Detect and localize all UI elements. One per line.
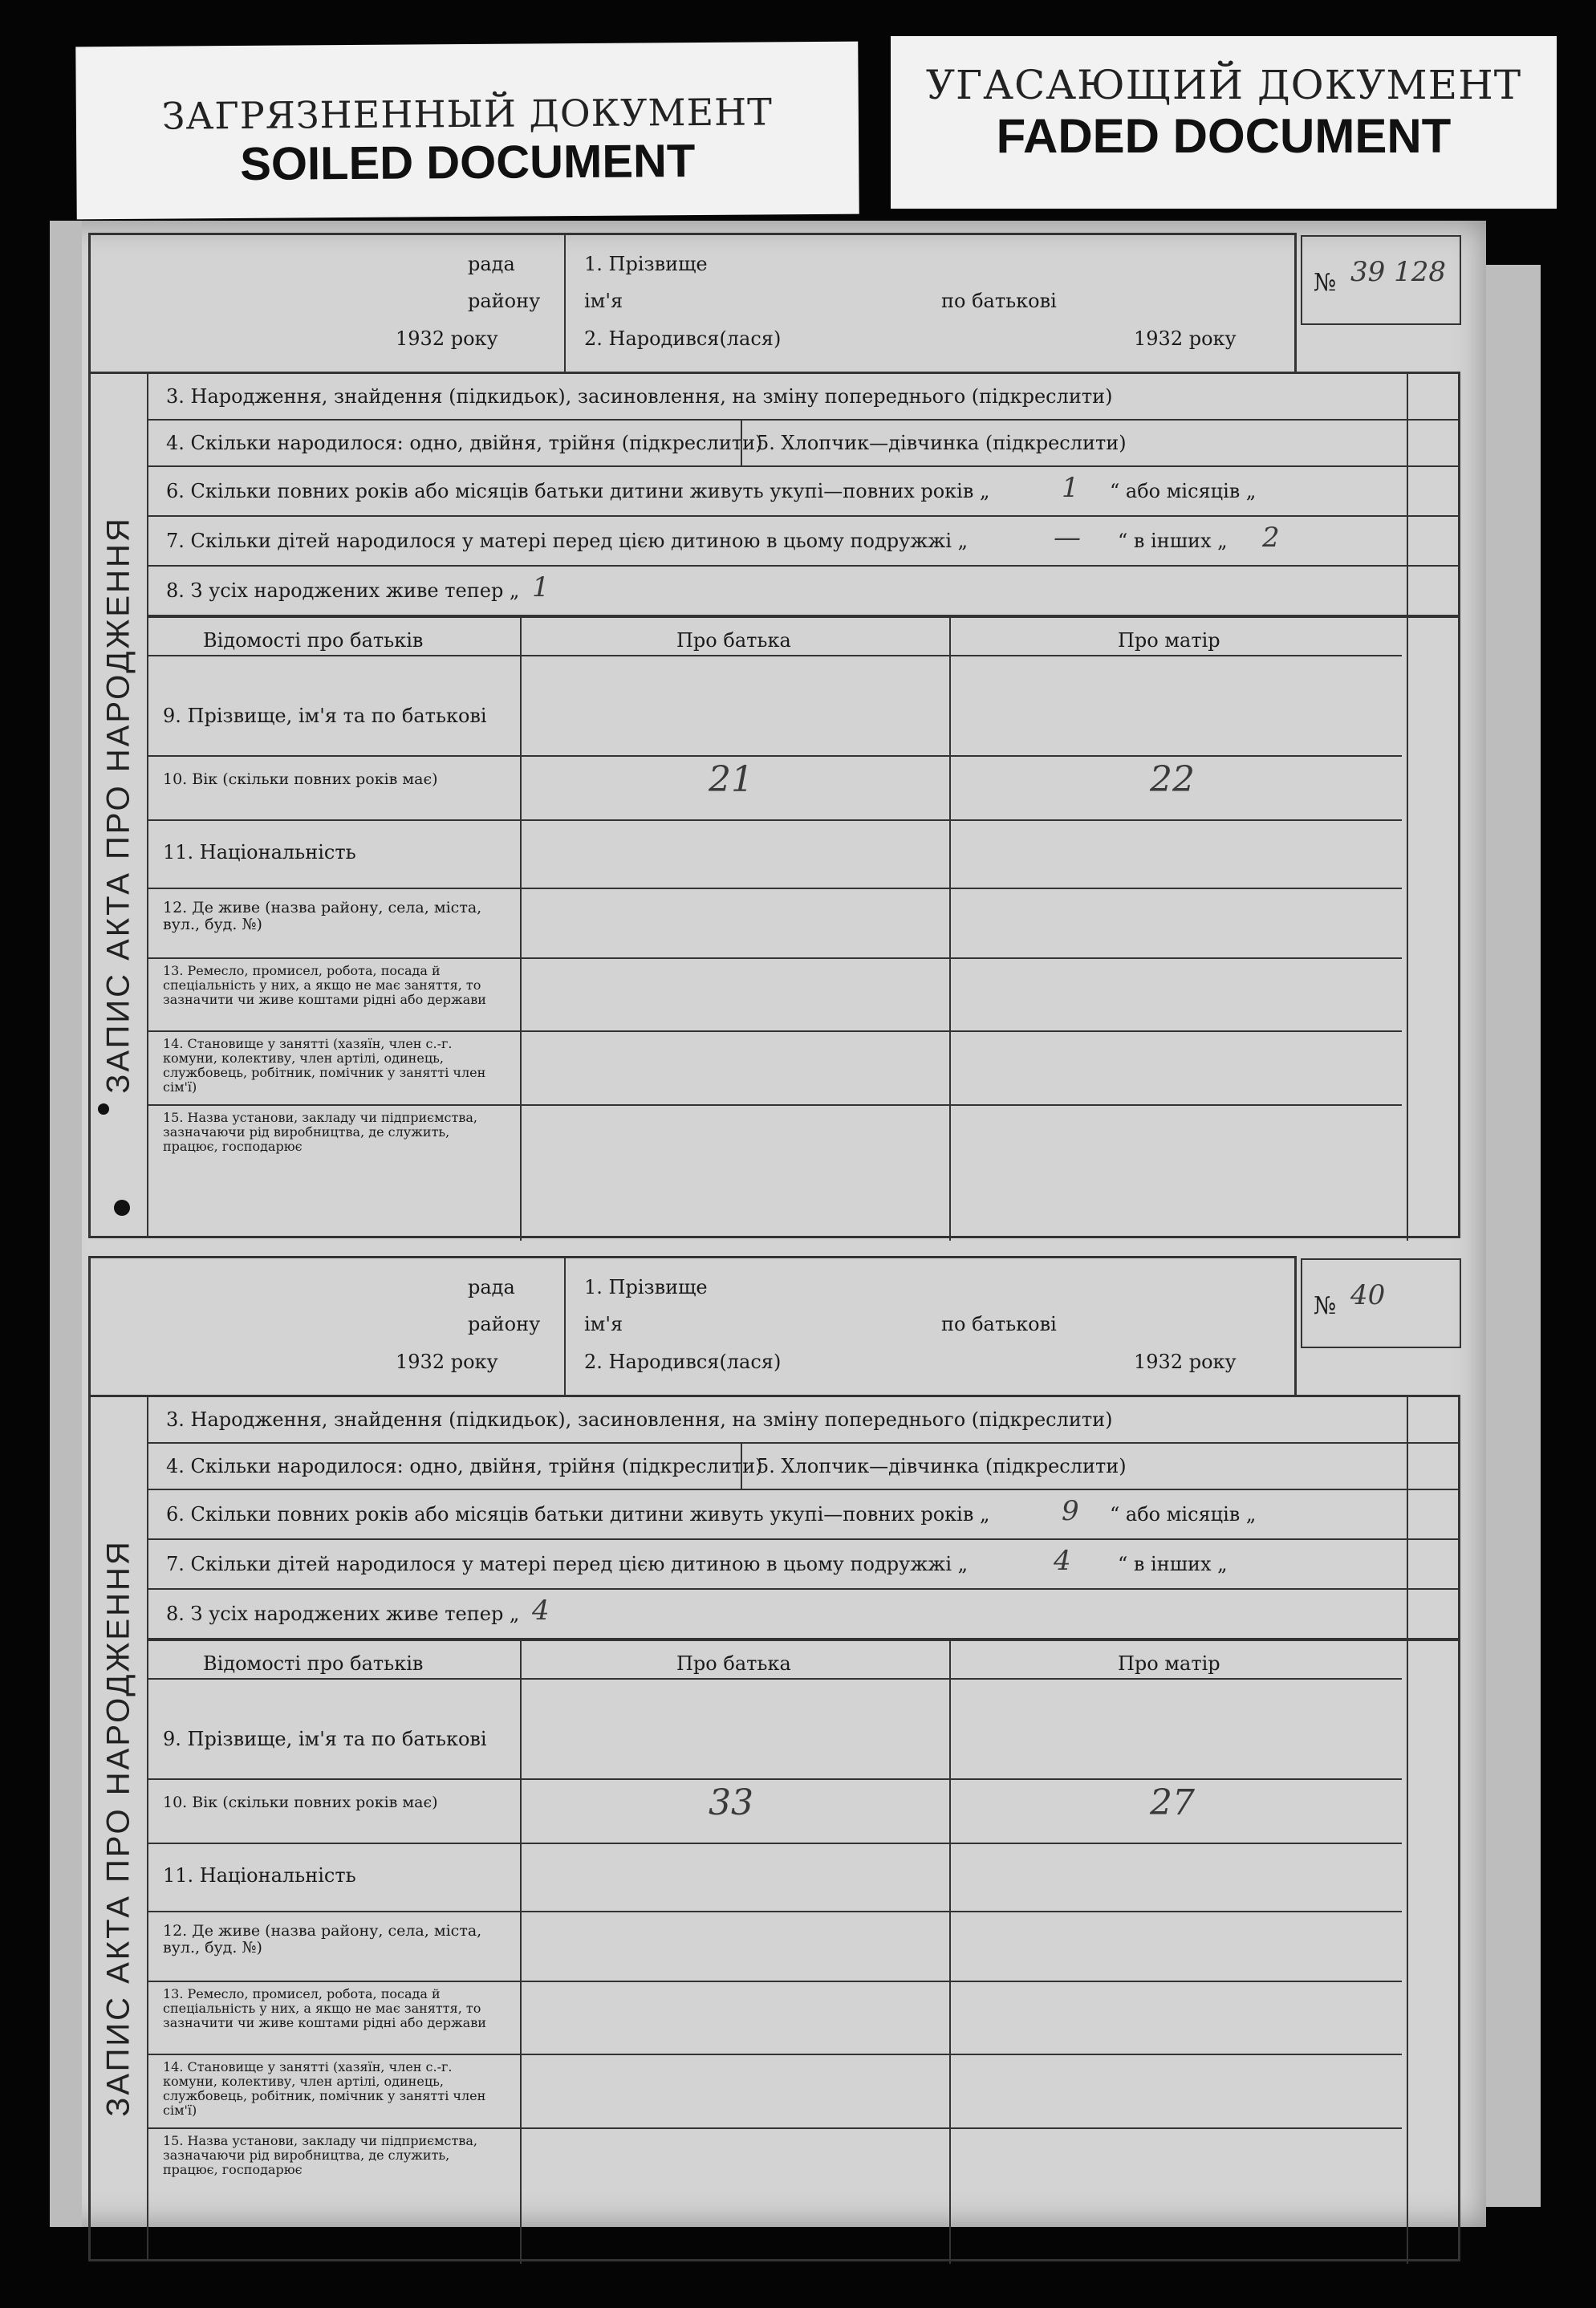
col-mother-header: Про матір: [1118, 1652, 1220, 1675]
record-number: 39 128: [1350, 256, 1446, 288]
record-number: 40: [1350, 1279, 1386, 1311]
rada-label: рада: [468, 253, 515, 275]
q14-label: 14. Становище у занятті (хазяїн, член с.-г. комуни, колективу, член артілі, одинець, службовець, робітник, помічник у занятті член сім'ї): [163, 2059, 486, 2118]
mother-age: 22: [1150, 759, 1195, 800]
born-label: 2. Народився(лася): [584, 1351, 782, 1373]
name-label: ім'я: [584, 290, 623, 312]
record-header: [88, 1256, 1386, 1395]
q3-row: 3. Народження, знайдення (підкидьок), засиновлення, на зміну попереднього (підкреслити): [147, 1397, 1458, 1444]
soiled-label-en: SOILED DOCUMENT: [239, 135, 696, 190]
q13-label: 13. Ремесло, промисел, робота, посада й спеціальність у них, а якщо не має заняття, то зазначити чи живе коштами рідні або держави: [163, 1986, 486, 2030]
q11-label: 11. Національність: [163, 1864, 356, 1887]
col-mother-header: Про матір: [1118, 629, 1220, 652]
q14-label: 14. Становище у занятті (хазяїн, член с.-г. комуни, колективу, член артілі, одинець, службовець, робітник, помічник у занятті член сім'ї): [163, 1036, 486, 1095]
col-info-header: Відомості про батьків: [203, 1652, 424, 1675]
q9-label: 9. Прізвище, ім'я та по батькові: [163, 1728, 487, 1750]
record-body: [88, 372, 1460, 1238]
q8-row: 8. З усіх народжених живе тепер „ 1: [147, 567, 1458, 616]
record-body: [88, 1395, 1460, 2261]
q7-row: 7. Скільки дітей народилося у матері перед цією дитиною в цьому подружжі „ 4 “ в інших „: [147, 1540, 1458, 1590]
col-info-header: Відомості про батьків: [203, 629, 424, 652]
born-year-field: 1932 року: [1134, 327, 1237, 350]
surname-label: 1. Прізвище: [584, 253, 708, 275]
q6-row: 6. Скільки повних років або місяців батьки дитини живуть укупі—повних років „ 1 “ або місяців „: [147, 467, 1458, 517]
col-father-header: Про батька: [676, 1652, 791, 1675]
col-father-header: Про батька: [676, 629, 791, 652]
record-number-box: № 39 128: [1301, 235, 1461, 325]
patronymic-label: по батькові: [941, 290, 1057, 312]
record-header: [88, 233, 1446, 372]
q11-label: 11. Національність: [163, 841, 356, 863]
year-field: 1932 року: [396, 327, 498, 350]
q10-label: 10. Вік (скільки повних років має): [163, 770, 438, 788]
soiled-label-ru: ЗАГРЯЗНЕННЫЙ ДОКУМЕНТ: [161, 90, 774, 138]
born-year-field: 1932 року: [1134, 1351, 1237, 1373]
rada-label: рада: [468, 1276, 515, 1298]
q12-label: 12. Де живе (назва району, села, міста, вул., буд. №): [163, 1922, 482, 1957]
name-label: ім'я: [584, 1313, 623, 1335]
faded-label-ru: УГАСАЮЩИЙ ДОКУМЕНТ: [925, 62, 1522, 108]
q6-row: 6. Скільки повних років або місяців батьки дитини живуть укупі—повних років „ 9 “ або місяців „: [147, 1490, 1458, 1540]
raion-label: району: [468, 290, 541, 312]
q15-label: 15. Назва установи, закладу чи підприємства, зазначаючи рід виробництва, де служить, працює, господарює: [163, 1110, 477, 1154]
surname-label: 1. Прізвище: [584, 1276, 708, 1298]
q8-row: 8. З усіх народжених живе тепер „ 4: [147, 1590, 1458, 1640]
q3-row: 3. Народження, знайдення (підкидьок), засиновлення, на зміну попереднього (підкреслити): [147, 374, 1458, 421]
father-age: 21: [709, 759, 753, 800]
side-title: ЗАПИС АКТА ПРО НАРОДЖЕННЯ: [91, 374, 148, 1236]
side-title: ЗАПИС АКТА ПРО НАРОДЖЕННЯ: [91, 1397, 148, 2259]
q7-row: 7. Скільки дітей народилося у матері перед цією дитиною в цьому подружжі „ — “ в інших „ 2: [147, 517, 1458, 567]
q9-label: 9. Прізвище, ім'я та по батькові: [163, 705, 487, 727]
mother-age: 27: [1150, 1782, 1195, 1823]
born-label: 2. Народився(лася): [584, 327, 782, 350]
q15-label: 15. Назва установи, закладу чи підприємства, зазначаючи рід виробництва, де служить, працює, господарює: [163, 2133, 477, 2177]
q4-q5-row: 4. Скільки народилося: одно, двійня, трійня (підкреслити) 5. Хлопчик—дівчинка (підкреслити): [147, 421, 1458, 467]
birth-record-40: [88, 1256, 1465, 2261]
raion-label: району: [468, 1313, 541, 1335]
year-field: 1932 року: [396, 1351, 498, 1373]
q10-label: 10. Вік (скільки повних років має): [163, 1794, 438, 1811]
patronymic-label: по батькові: [941, 1313, 1057, 1335]
q12-label: 12. Де живе (назва району, села, міста, вул., буд. №): [163, 899, 482, 933]
q4-q5-row: 4. Скільки народилося: одно, двійня, трійня (підкреслити) 5. Хлопчик—дівчинка (підкреслити): [147, 1444, 1458, 1490]
soiled-document-label: [75, 42, 859, 220]
record-number-box: № 40: [1301, 1258, 1461, 1348]
q13-label: 13. Ремесло, промисел, робота, посада й спеціальність у них, а якщо не має заняття, то зазначити чи живе коштами рідні або держави: [163, 963, 486, 1007]
father-age: 33: [709, 1782, 753, 1823]
faded-label-en: FADED DOCUMENT: [996, 109, 1452, 163]
birth-record-39: [88, 233, 1465, 1238]
faded-document-label: [891, 36, 1557, 209]
